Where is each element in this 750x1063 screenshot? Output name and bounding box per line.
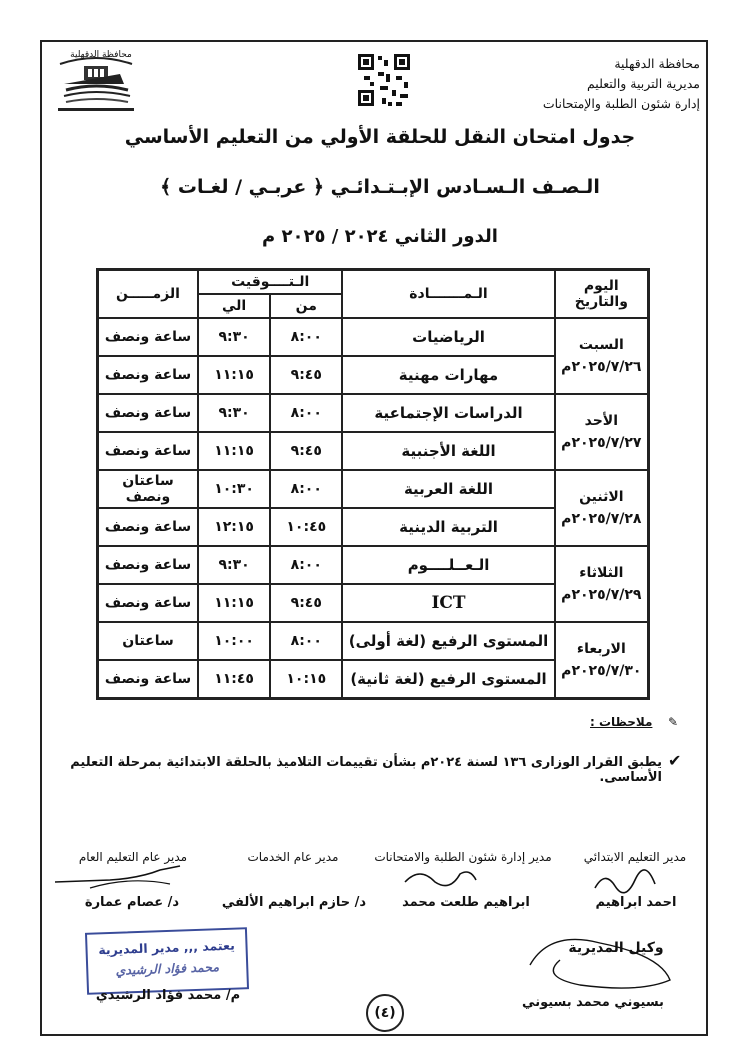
qr-code-icon (356, 52, 412, 108)
subject-cell: اللغة الأجنبية (342, 432, 554, 470)
signature-scribble-icon (590, 866, 660, 896)
duration-cell: ساعتان (98, 622, 198, 660)
day-name: الاثنين (579, 489, 624, 505)
subject-cell: المستوى الرفيع (لغة أولى) (342, 622, 554, 660)
director-name: م/ محمد فؤاد الرشيدي (95, 988, 241, 1003)
day-date: ٢٠٢٥/٧/٢٦م (561, 359, 642, 375)
duration-cell: ساعة ونصف (98, 356, 198, 394)
from-cell: ٩:٤٥ (270, 584, 342, 622)
signature-scribble-icon (520, 925, 680, 995)
header-from: من (270, 294, 342, 318)
duration-cell: ساعة ونصف (98, 546, 198, 584)
from-cell: ٨:٠٠ (270, 394, 342, 432)
to-cell: ١١:٤٥ (198, 660, 270, 698)
org-header (530, 54, 700, 114)
duration-cell: ساعة ونصف (98, 584, 198, 622)
signature-name: د/ حازم ابراهيم الألفي (221, 895, 367, 910)
signature-scribble-icon (400, 864, 480, 894)
from-cell: ٨:٠٠ (270, 318, 342, 356)
to-cell: ١٢:١٥ (198, 508, 270, 546)
day-cell (555, 318, 648, 394)
from-cell: ٨:٠٠ (270, 546, 342, 584)
table-row (98, 470, 648, 508)
subject-cell: ICT (342, 584, 554, 622)
checkmark-icon: ✔ (668, 751, 682, 770)
subject-cell: مهارات مهنية (342, 356, 554, 394)
signature-title: مدير عام التعليم العام (78, 850, 188, 864)
table-row (98, 318, 648, 356)
signature-name: ابراهيم طلعت محمد (402, 895, 530, 910)
term-title: الدور الثاني ٢٠٢٤ / ٢٠٢٥ م (262, 226, 498, 247)
to-cell: ٩:٣٠ (198, 546, 270, 584)
header-subject: الـمـــــــادة (342, 270, 554, 318)
page-number: (٤) (366, 994, 404, 1032)
org-line: محافظة الدقهلية (614, 56, 700, 71)
from-cell: ١٠:٤٥ (270, 508, 342, 546)
subject-cell: المستوى الرفيع (لغة ثانية) (342, 660, 554, 698)
pencil-icon: ✎ (668, 715, 679, 729)
signature-scribble-icon (50, 862, 190, 892)
duration-cell: ساعتان ونصف (98, 470, 198, 508)
approval-stamp (85, 927, 249, 995)
from-cell: ٩:٤٥ (270, 356, 342, 394)
day-date: ٢٠٢٥/٧/٣٠م (561, 663, 642, 679)
header-day: اليوم والتاريخ (555, 270, 648, 318)
to-cell: ١٠:٠٠ (198, 622, 270, 660)
header-timing: الـتــــوقيت (198, 270, 342, 294)
org-line: إدارة شئون الطلبة والإمتحانات (542, 96, 700, 111)
subject-cell: الـعــلــــوم (342, 546, 554, 584)
stamp-line: محمد فؤاد الرشيدي (115, 959, 220, 978)
deputy-name: بسيوني محمد بسيوني (522, 995, 664, 1010)
table-row (98, 546, 648, 584)
to-cell: ١٠:٣٠ (198, 470, 270, 508)
logo-caption: محافظة الدقهلية (70, 50, 132, 60)
subject-cell: الدراسات الإجتماعية (342, 394, 554, 432)
day-date: ٢٠٢٥/٧/٢٩م (561, 587, 642, 603)
day-cell (555, 394, 648, 470)
duration-cell: ساعة ونصف (98, 508, 198, 546)
day-cell (555, 622, 648, 698)
subject-cell: اللغة العربية (342, 470, 554, 508)
exam-schedule-table (96, 268, 650, 700)
to-cell: ١١:١٥ (198, 432, 270, 470)
header-to: الي (198, 294, 270, 318)
day-name: الاربعاء (576, 641, 626, 657)
duration-cell: ساعة ونصف (98, 660, 198, 698)
signature-name: احمد ابراهيم (595, 895, 677, 910)
day-cell (555, 470, 648, 546)
day-name: الثلاثاء (579, 565, 624, 581)
day-name: الأحد (584, 413, 619, 429)
to-cell: ٩:٣٠ (198, 394, 270, 432)
note-text: يطبق القرار الوزارى ١٣٦ لسنة ٢٠٢٤م بشأن تقييمات التلاميذ بالحلقة الابتدائية بمرحلة التعليم الأساسى. (70, 755, 662, 785)
duration-cell: ساعة ونصف (98, 318, 198, 356)
from-cell: ٨:٠٠ (270, 622, 342, 660)
stamp-line: يعتمد ,,, مدير المديرية (98, 937, 235, 958)
subject-cell: التربية الدينية (342, 508, 554, 546)
duration-cell: ساعة ونصف (98, 394, 198, 432)
org-line: مديرية التربية والتعليم (586, 76, 700, 91)
deputy-title: وكيل المديرية (568, 940, 664, 956)
subject-cell: الرياضيات (342, 318, 554, 356)
from-cell: ٩:٤٥ (270, 432, 342, 470)
day-date: ٢٠٢٥/٧/٢٨م (561, 511, 642, 527)
from-cell: ٨:٠٠ (270, 470, 342, 508)
day-date: ٢٠٢٥/٧/٢٧م (561, 435, 642, 451)
signature-name: د/ عصام عمارة (84, 895, 180, 910)
from-cell: ١٠:١٥ (270, 660, 342, 698)
day-cell (555, 546, 648, 622)
grade-title: الـصـف الـسـادس الإبـتـدائـي ﴿ عربـي / لغـات ﴾ (160, 176, 600, 198)
signature-title: مدير إدارة شئون الطلبة والامتحانات (374, 850, 552, 864)
duration-cell: ساعة ونصف (98, 432, 198, 470)
to-cell: ٩:٣٠ (198, 318, 270, 356)
exam-title: جدول امتحان النقل للحلقة الأولي من التعليم الأساسي (124, 126, 636, 148)
header-duration: الزمـــــن (98, 270, 198, 318)
to-cell: ١١:١٥ (198, 584, 270, 622)
day-name: السبت (578, 337, 624, 353)
table-row (98, 394, 648, 432)
to-cell: ١١:١٥ (198, 356, 270, 394)
notes-heading: ملاحظات : (590, 715, 653, 729)
table-row (98, 622, 648, 660)
signature-title: مدير عام الخدمات (247, 850, 339, 864)
signature-title: مدير التعليم الابتدائي (583, 850, 687, 864)
